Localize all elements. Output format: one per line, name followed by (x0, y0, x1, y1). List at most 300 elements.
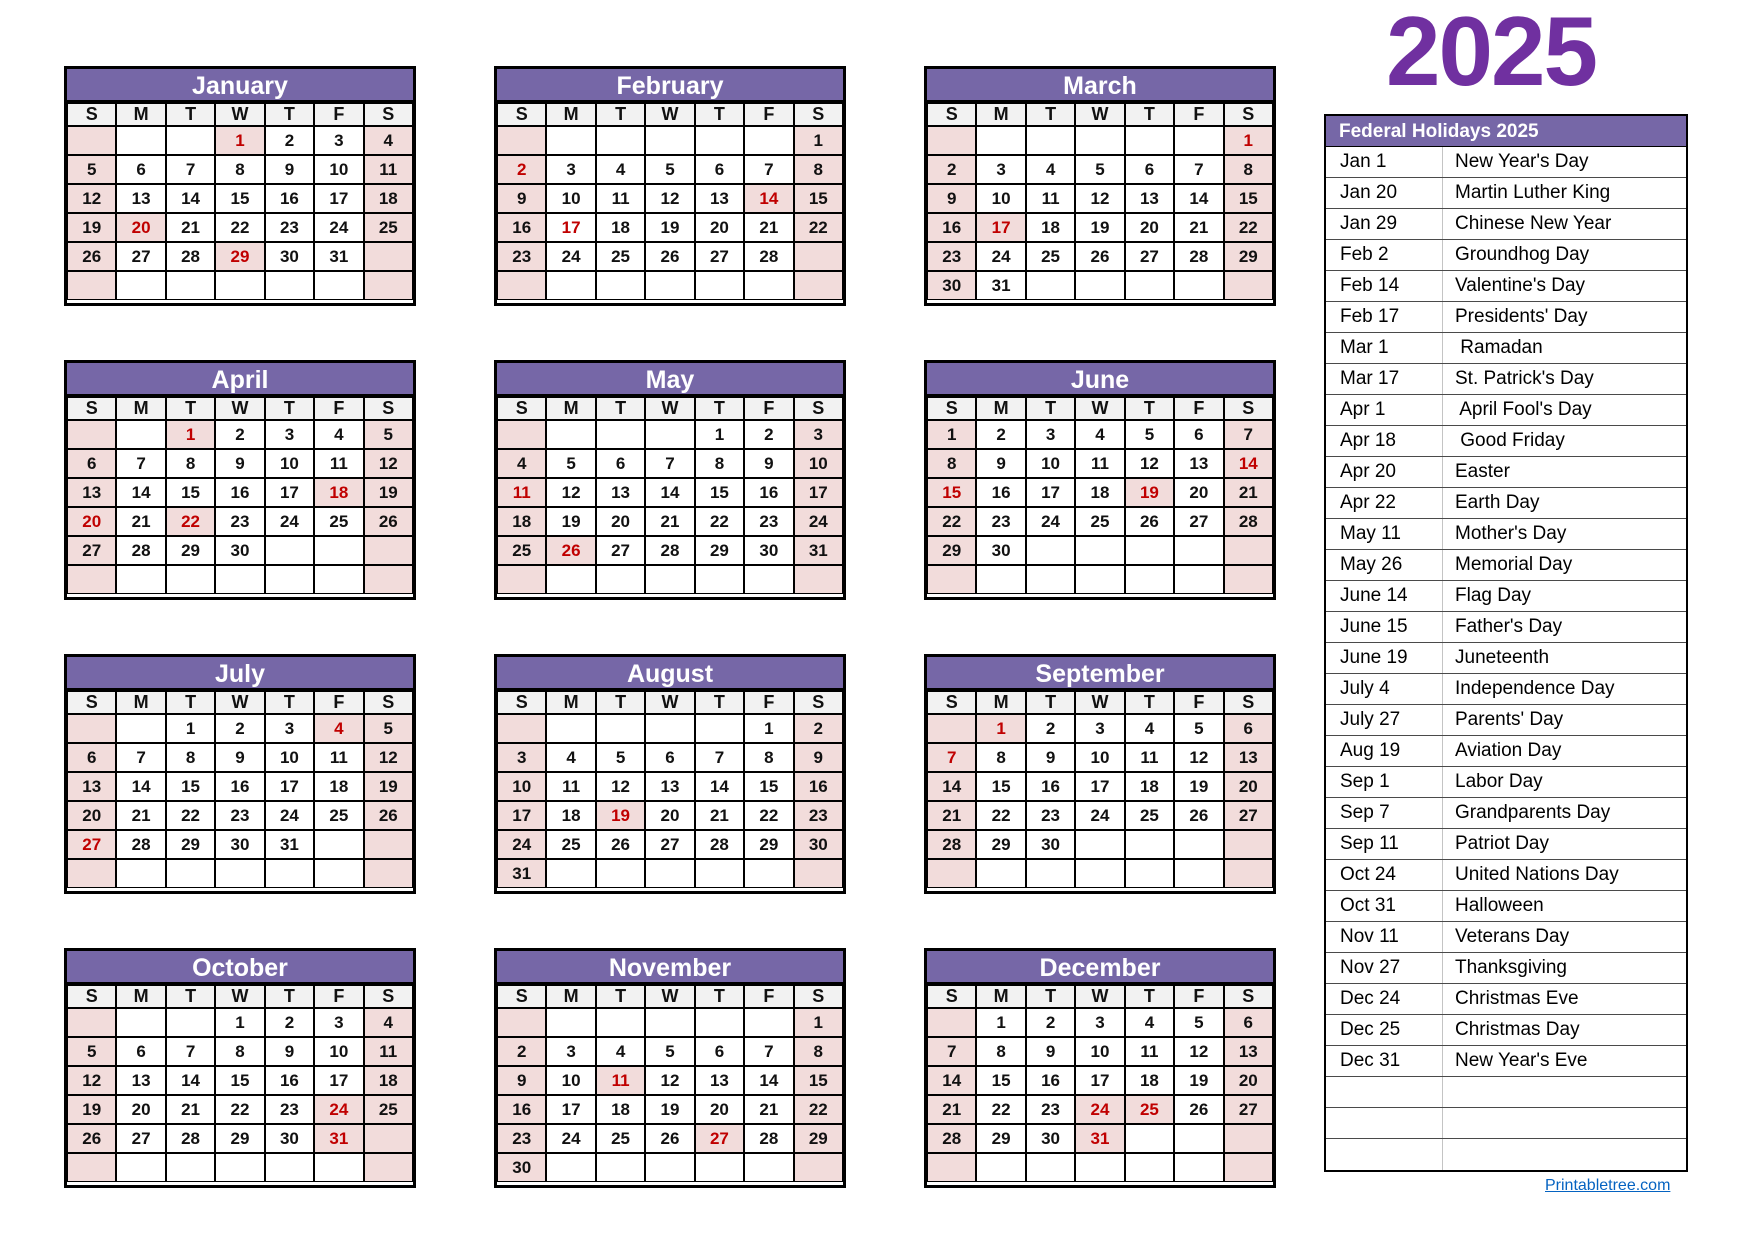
date-cell (314, 536, 363, 565)
date-cell: 1 (1224, 126, 1273, 155)
day-header-cell: S (1224, 397, 1273, 420)
date-cell: 17 (314, 184, 363, 213)
date-cell: 9 (497, 1066, 546, 1095)
holiday-name: Mother's Day (1455, 523, 1567, 544)
date-cell: 8 (215, 155, 264, 184)
date-cell: 13 (67, 478, 116, 507)
date-cell: 31 (314, 242, 363, 271)
date-cell: 15 (1224, 184, 1273, 213)
date-cell: 6 (116, 1037, 165, 1066)
day-header-cell: M (546, 103, 595, 126)
date-cell (116, 1008, 165, 1037)
holiday-row (1326, 209, 1686, 240)
date-cell: 4 (314, 714, 363, 743)
date-cell: 25 (1075, 507, 1124, 536)
date-cell: 2 (1026, 1008, 1075, 1037)
date-cell (1075, 1153, 1124, 1182)
day-header-cell: T (596, 691, 645, 714)
date-cell (927, 126, 976, 155)
date-cell: 11 (314, 743, 363, 772)
date-cell: 10 (1026, 449, 1075, 478)
day-header-cell: S (67, 103, 116, 126)
date-cell: 21 (116, 801, 165, 830)
day-header-cell: S (497, 397, 546, 420)
date-cell (744, 565, 793, 594)
date-cell: 27 (1125, 242, 1174, 271)
holiday-name: Aviation Day (1455, 740, 1562, 761)
date-cell: 8 (695, 449, 744, 478)
date-cell: 11 (546, 772, 595, 801)
date-cell: 29 (927, 536, 976, 565)
day-header-cell: T (1125, 103, 1174, 126)
date-cell: 26 (1075, 242, 1124, 271)
date-cell: 11 (596, 1066, 645, 1095)
holiday-empty-row (1326, 1108, 1686, 1139)
day-header-cell: M (116, 985, 165, 1008)
day-header-cell: W (645, 103, 694, 126)
day-header-cell: F (314, 103, 363, 126)
date-cell: 13 (596, 478, 645, 507)
date-cell: 15 (744, 772, 793, 801)
date-cell (546, 714, 595, 743)
date-cell (364, 242, 413, 271)
date-cell: 7 (927, 1037, 976, 1066)
date-cell: 27 (67, 536, 116, 565)
date-cell (695, 1153, 744, 1182)
date-cell (1125, 830, 1174, 859)
date-cell: 20 (67, 507, 116, 536)
date-cell (596, 1008, 645, 1037)
date-cell (497, 126, 546, 155)
day-header-cell: S (1224, 103, 1273, 126)
date-cell: 21 (645, 507, 694, 536)
day-header-cell: T (695, 397, 744, 420)
date-cell: 21 (166, 1095, 215, 1124)
date-cell: 31 (976, 271, 1025, 300)
date-cell: 15 (794, 1066, 843, 1095)
holiday-name: Christmas Day (1455, 1019, 1580, 1040)
date-cell: 18 (1125, 772, 1174, 801)
date-cell: 19 (1174, 1066, 1223, 1095)
date-cell: 30 (744, 536, 793, 565)
date-cell (695, 271, 744, 300)
day-header-cell: M (976, 985, 1025, 1008)
date-cell (976, 126, 1025, 155)
date-cell: 27 (1174, 507, 1223, 536)
date-cell: 14 (1174, 184, 1223, 213)
date-cell: 19 (67, 213, 116, 242)
date-cell: 7 (166, 155, 215, 184)
date-cell: 17 (1075, 772, 1124, 801)
holiday-name: St. Patrick's Day (1455, 368, 1594, 389)
holiday-row (1326, 705, 1686, 736)
date-cell: 2 (1026, 714, 1075, 743)
month-days-grid (497, 103, 843, 300)
day-header-cell: T (596, 397, 645, 420)
date-cell (794, 242, 843, 271)
day-header-cell: S (67, 397, 116, 420)
date-cell: 11 (364, 155, 413, 184)
date-cell: 14 (116, 478, 165, 507)
footer-link[interactable]: Printabletree.com (1545, 1177, 1671, 1194)
date-cell: 3 (1026, 420, 1075, 449)
day-header-cell: F (744, 985, 793, 1008)
date-cell: 3 (497, 743, 546, 772)
holiday-date: Aug 19 (1326, 736, 1443, 766)
holiday-name: Presidents' Day (1455, 306, 1588, 327)
month-title: January (67, 69, 413, 103)
date-cell: 12 (1075, 184, 1124, 213)
date-cell (546, 126, 595, 155)
date-cell (497, 420, 546, 449)
date-cell (927, 1008, 976, 1037)
date-cell: 1 (744, 714, 793, 743)
holiday-name: Veterans Day (1455, 926, 1570, 947)
date-cell: 31 (265, 830, 314, 859)
date-cell: 27 (645, 830, 694, 859)
date-cell (314, 271, 363, 300)
day-header-cell: W (645, 691, 694, 714)
date-cell (1174, 536, 1223, 565)
date-cell: 23 (744, 507, 793, 536)
date-cell: 1 (794, 1008, 843, 1037)
holiday-row (1326, 798, 1686, 829)
date-cell: 19 (1174, 772, 1223, 801)
day-header-cell: T (1026, 691, 1075, 714)
date-cell (645, 565, 694, 594)
holiday-name: Thanksgiving (1455, 957, 1567, 978)
date-cell: 8 (794, 1037, 843, 1066)
date-cell: 25 (1125, 801, 1174, 830)
date-cell: 28 (166, 1124, 215, 1153)
date-cell: 21 (927, 801, 976, 830)
year-title: 2025 (1386, 0, 1597, 106)
date-cell: 24 (976, 242, 1025, 271)
month-july (64, 654, 416, 894)
date-cell: 2 (497, 155, 546, 184)
date-cell: 17 (497, 801, 546, 830)
holiday-rows (1326, 147, 1686, 1170)
holiday-panel (1324, 114, 1688, 1172)
date-cell (1075, 126, 1124, 155)
date-cell: 13 (695, 1066, 744, 1095)
holiday-date: Apr 1 (1326, 395, 1443, 425)
date-cell: 10 (497, 772, 546, 801)
holiday-name: Memorial Day (1455, 554, 1573, 575)
date-cell: 3 (314, 126, 363, 155)
date-cell: 23 (215, 507, 264, 536)
date-cell: 11 (364, 1037, 413, 1066)
date-cell: 11 (1125, 1037, 1174, 1066)
day-header-cell: F (1174, 985, 1223, 1008)
date-cell: 21 (116, 507, 165, 536)
month-title: June (927, 363, 1273, 397)
date-cell: 7 (744, 1037, 793, 1066)
date-cell (927, 565, 976, 594)
month-title: April (67, 363, 413, 397)
date-cell: 3 (794, 420, 843, 449)
date-cell: 16 (794, 772, 843, 801)
date-cell: 6 (695, 155, 744, 184)
date-cell: 18 (1125, 1066, 1174, 1095)
date-cell: 9 (1026, 1037, 1075, 1066)
date-cell: 14 (744, 1066, 793, 1095)
holiday-date: Apr 18 (1326, 426, 1443, 456)
date-cell: 23 (1026, 801, 1075, 830)
date-cell (265, 565, 314, 594)
date-cell (497, 714, 546, 743)
date-cell: 5 (1174, 1008, 1223, 1037)
day-header-cell: T (265, 103, 314, 126)
date-cell: 24 (1075, 801, 1124, 830)
day-header-cell: M (116, 397, 165, 420)
date-cell: 21 (744, 213, 793, 242)
date-cell: 3 (546, 155, 595, 184)
date-cell: 17 (1075, 1066, 1124, 1095)
date-cell: 24 (794, 507, 843, 536)
date-cell (265, 536, 314, 565)
holiday-row (1326, 953, 1686, 984)
month-title: May (497, 363, 843, 397)
date-cell (695, 859, 744, 888)
date-cell: 1 (927, 420, 976, 449)
date-cell: 18 (314, 772, 363, 801)
date-cell: 24 (1075, 1095, 1124, 1124)
date-cell (546, 859, 595, 888)
date-cell: 15 (166, 478, 215, 507)
date-cell (364, 271, 413, 300)
date-cell: 31 (314, 1124, 363, 1153)
holiday-empty-row (1326, 1077, 1686, 1108)
day-header-cell: T (695, 691, 744, 714)
date-cell (314, 859, 363, 888)
date-cell (116, 859, 165, 888)
holiday-date: Oct 31 (1326, 891, 1443, 921)
day-header-cell: T (166, 691, 215, 714)
day-header-cell: T (1026, 985, 1075, 1008)
holiday-empty-row (1326, 1139, 1686, 1170)
date-cell: 19 (645, 213, 694, 242)
date-cell: 12 (67, 1066, 116, 1095)
date-cell (116, 126, 165, 155)
date-cell: 1 (695, 420, 744, 449)
date-cell: 2 (976, 420, 1025, 449)
date-cell: 29 (215, 242, 264, 271)
date-cell: 22 (215, 213, 264, 242)
month-days-grid (67, 985, 413, 1182)
date-cell: 19 (596, 801, 645, 830)
holiday-date: Nov 27 (1326, 953, 1443, 983)
date-cell: 5 (364, 420, 413, 449)
date-cell (695, 565, 744, 594)
date-cell: 28 (927, 830, 976, 859)
date-cell (596, 859, 645, 888)
day-header-cell: W (645, 397, 694, 420)
date-cell: 7 (645, 449, 694, 478)
date-cell (116, 714, 165, 743)
date-cell: 17 (314, 1066, 363, 1095)
date-cell (645, 1153, 694, 1182)
date-cell (67, 565, 116, 594)
date-cell: 23 (927, 242, 976, 271)
date-cell: 30 (265, 242, 314, 271)
holiday-date: Nov 11 (1326, 922, 1443, 952)
date-cell: 4 (364, 1008, 413, 1037)
date-cell: 24 (314, 213, 363, 242)
day-header-cell: T (166, 103, 215, 126)
date-cell: 12 (1174, 1037, 1223, 1066)
holiday-row (1326, 674, 1686, 705)
date-cell: 27 (1224, 801, 1273, 830)
holiday-date: Apr 20 (1326, 457, 1443, 487)
month-days-grid (67, 691, 413, 888)
date-cell (364, 830, 413, 859)
date-cell: 6 (1224, 1008, 1273, 1037)
holiday-row (1326, 550, 1686, 581)
date-cell: 17 (265, 478, 314, 507)
date-cell: 11 (1026, 184, 1075, 213)
date-cell (596, 565, 645, 594)
holiday-date: Feb 2 (1326, 240, 1443, 270)
date-cell: 16 (215, 772, 264, 801)
holiday-name: Father's Day (1455, 616, 1563, 637)
date-cell: 10 (1075, 1037, 1124, 1066)
holiday-row (1326, 829, 1686, 860)
date-cell (166, 126, 215, 155)
holiday-row (1326, 891, 1686, 922)
day-header-cell: W (215, 691, 264, 714)
date-cell (67, 271, 116, 300)
date-cell (1026, 859, 1075, 888)
date-cell: 28 (744, 1124, 793, 1153)
date-cell: 2 (265, 1008, 314, 1037)
month-days-grid (927, 985, 1273, 1182)
date-cell: 8 (976, 743, 1025, 772)
holiday-row (1326, 240, 1686, 271)
holiday-row (1326, 426, 1686, 457)
date-cell (1125, 1153, 1174, 1182)
day-header-cell: S (794, 985, 843, 1008)
date-cell (314, 830, 363, 859)
day-header-cell: S (497, 691, 546, 714)
holiday-name: Christmas Eve (1455, 988, 1579, 1009)
day-header-cell: S (927, 985, 976, 1008)
date-cell: 29 (166, 536, 215, 565)
date-cell: 3 (265, 714, 314, 743)
date-cell: 7 (695, 743, 744, 772)
date-cell: 14 (116, 772, 165, 801)
holiday-name-empty (1443, 1108, 1686, 1138)
date-cell: 11 (596, 184, 645, 213)
date-cell: 20 (695, 213, 744, 242)
date-cell: 31 (1075, 1124, 1124, 1153)
date-cell: 27 (1224, 1095, 1273, 1124)
date-cell: 31 (794, 536, 843, 565)
date-cell (744, 271, 793, 300)
date-cell (1174, 271, 1223, 300)
date-cell: 15 (976, 1066, 1025, 1095)
date-cell (265, 1153, 314, 1182)
month-june (924, 360, 1276, 600)
date-cell: 2 (497, 1037, 546, 1066)
date-cell: 22 (794, 213, 843, 242)
holiday-name: Parents' Day (1455, 709, 1564, 730)
date-cell: 4 (1125, 714, 1174, 743)
date-cell: 27 (67, 830, 116, 859)
day-header-cell: F (1174, 691, 1223, 714)
date-cell: 16 (1026, 1066, 1075, 1095)
holiday-date: June 19 (1326, 643, 1443, 673)
date-cell: 20 (695, 1095, 744, 1124)
date-cell: 6 (596, 449, 645, 478)
date-cell (1026, 565, 1075, 594)
date-cell: 6 (116, 155, 165, 184)
day-header-cell: T (1125, 985, 1174, 1008)
date-cell: 29 (1224, 242, 1273, 271)
date-cell: 14 (695, 772, 744, 801)
date-cell: 13 (67, 772, 116, 801)
date-cell: 19 (364, 772, 413, 801)
holiday-name: Groundhog Day (1455, 244, 1590, 265)
day-header-cell: S (927, 691, 976, 714)
day-header-cell: S (497, 985, 546, 1008)
date-cell: 3 (546, 1037, 595, 1066)
date-cell (927, 1153, 976, 1182)
date-cell: 9 (1026, 743, 1075, 772)
holiday-row (1326, 302, 1686, 333)
date-cell: 8 (215, 1037, 264, 1066)
date-cell: 20 (596, 507, 645, 536)
holiday-date: July 4 (1326, 674, 1443, 704)
date-cell: 18 (364, 184, 413, 213)
day-header-cell: T (166, 985, 215, 1008)
date-cell (67, 1153, 116, 1182)
date-cell: 23 (976, 507, 1025, 536)
date-cell: 22 (166, 801, 215, 830)
holiday-row (1326, 178, 1686, 209)
date-cell: 9 (794, 743, 843, 772)
date-cell (794, 859, 843, 888)
date-cell: 17 (976, 213, 1025, 242)
holiday-date: June 15 (1326, 612, 1443, 642)
date-cell (1174, 859, 1223, 888)
holiday-row (1326, 1046, 1686, 1077)
month-days-grid (927, 103, 1273, 300)
date-cell (1026, 126, 1075, 155)
date-cell: 23 (1026, 1095, 1075, 1124)
holiday-name: Good Friday (1455, 430, 1565, 451)
date-cell: 15 (215, 1066, 264, 1095)
date-cell (215, 271, 264, 300)
date-cell: 10 (314, 1037, 363, 1066)
date-cell: 8 (976, 1037, 1025, 1066)
holiday-row (1326, 612, 1686, 643)
day-header-cell: T (695, 985, 744, 1008)
date-cell: 4 (596, 155, 645, 184)
date-cell (645, 1008, 694, 1037)
date-cell: 16 (265, 1066, 314, 1095)
date-cell (546, 420, 595, 449)
day-header-cell: M (116, 103, 165, 126)
date-cell: 14 (645, 478, 694, 507)
date-cell: 6 (67, 449, 116, 478)
month-may (494, 360, 846, 600)
date-cell: 28 (927, 1124, 976, 1153)
date-cell: 28 (166, 242, 215, 271)
date-cell (166, 271, 215, 300)
holiday-date: Feb 14 (1326, 271, 1443, 301)
date-cell: 9 (265, 155, 314, 184)
